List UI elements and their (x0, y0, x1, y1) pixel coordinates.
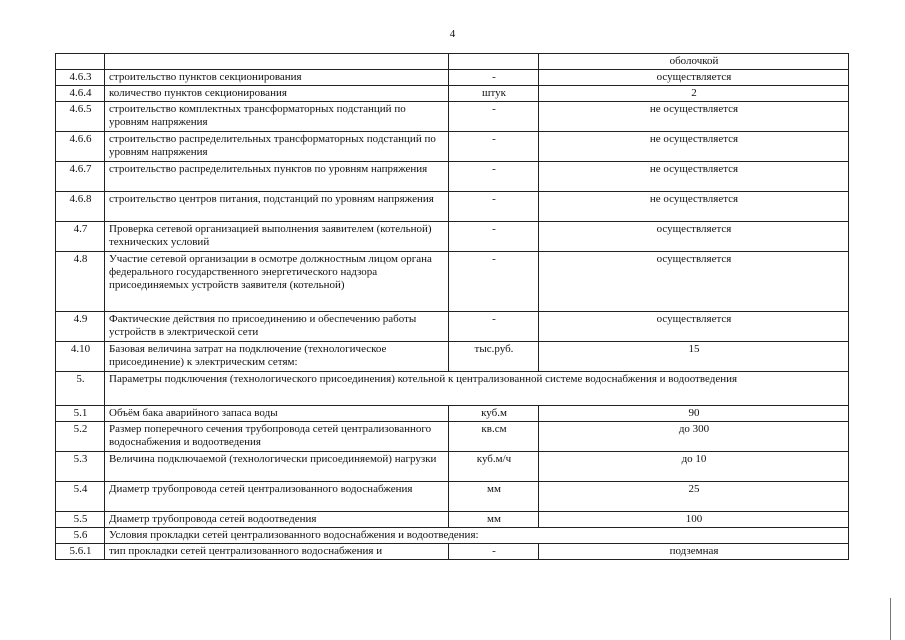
table-row (56, 452, 849, 482)
row-parameter: количество пунктов секционирования (105, 86, 449, 102)
row-unit: - (449, 192, 539, 222)
row-value: подземная (539, 544, 849, 560)
row-parameter: Диаметр трубопровода сетей централизованного водоснабжения (105, 482, 449, 512)
row-number (56, 54, 105, 70)
section-title: Условия прокладки сетей централизованного водоснабжения и водоотведения: (105, 528, 849, 544)
row-value: оболочкой (539, 54, 849, 70)
row-value: 2 (539, 86, 849, 102)
row-unit: - (449, 162, 539, 192)
section-row (56, 372, 849, 406)
row-unit (449, 54, 539, 70)
table-row (56, 422, 849, 452)
row-parameter: строительство пунктов секционирования (105, 70, 449, 86)
row-number: 5.3 (56, 452, 105, 482)
row-value: не осуществляется (539, 162, 849, 192)
row-unit: куб.м/ч (449, 452, 539, 482)
row-unit: мм (449, 482, 539, 512)
row-number: 5.5 (56, 512, 105, 528)
row-parameter: Диаметр трубопровода сетей водоотведения (105, 512, 449, 528)
table-row (56, 342, 849, 372)
table-row (56, 102, 849, 132)
row-value: не осуществляется (539, 102, 849, 132)
row-unit: - (449, 70, 539, 86)
row-parameter: Проверка сетевой организацией выполнения заявителем (котельной) технических условий (105, 222, 449, 252)
row-number: 4.6.5 (56, 102, 105, 132)
row-value: 15 (539, 342, 849, 372)
row-value: осуществляется (539, 222, 849, 252)
row-value: осуществляется (539, 252, 849, 312)
row-parameter: строительство распределительных пунктов по уровням напряжения (105, 162, 449, 192)
row-number: 4.9 (56, 312, 105, 342)
row-value: 100 (539, 512, 849, 528)
row-number: 4.7 (56, 222, 105, 252)
table-row (56, 132, 849, 162)
row-parameter: Фактические действия по присоединению и обеспечению работы устройств в электрической сети (105, 312, 449, 342)
row-number: 5.6.1 (56, 544, 105, 560)
row-parameter: Величина подключаемой (технологически присоединяемой) нагрузки (105, 452, 449, 482)
row-parameter: тип прокладки сетей централизованного водоснабжения и (105, 544, 449, 560)
row-unit: - (449, 252, 539, 312)
row-value: осуществляется (539, 70, 849, 86)
row-parameter: строительство комплектных трансформаторных подстанций по уровням напряжения (105, 102, 449, 132)
section-title: Параметры подключения (технологического присоединения) котельной к централизованной системе водоснабжения и водоотведения (105, 372, 849, 406)
row-unit: - (449, 222, 539, 252)
row-value: до 300 (539, 422, 849, 452)
row-value: осуществляется (539, 312, 849, 342)
table-row (56, 482, 849, 512)
row-parameter: Участие сетевой организации в осмотре должностным лицом органа федерального государственного энергетического надзора присоединяемых устройств заявителя (котельной) (105, 252, 449, 312)
table-row (56, 406, 849, 422)
row-number: 4.6.7 (56, 162, 105, 192)
table-row (56, 544, 849, 560)
row-value: 90 (539, 406, 849, 422)
row-parameter: Базовая величина затрат на подключение (технологическое присоединение) к электрическим сетям: (105, 342, 449, 372)
row-unit: - (449, 312, 539, 342)
row-number: 5.2 (56, 422, 105, 452)
row-parameter: Объём бака аварийного запаса воды (105, 406, 449, 422)
table-row (56, 192, 849, 222)
row-parameter: строительство центров питания, подстанций по уровням напряжения (105, 192, 449, 222)
row-parameter: Размер поперечного сечения трубопровода сетей централизованного водоснабжения и водоотведения (105, 422, 449, 452)
row-value: до 10 (539, 452, 849, 482)
row-number: 4.6.6 (56, 132, 105, 162)
table-row (56, 252, 849, 312)
row-unit: кв.см (449, 422, 539, 452)
row-unit: - (449, 132, 539, 162)
row-parameter: строительство распределительных трансформаторных подстанций по уровням напряжения (105, 132, 449, 162)
row-unit: штук (449, 86, 539, 102)
table-row (56, 70, 849, 86)
table-row (56, 162, 849, 192)
page-number: 4 (449, 28, 456, 40)
row-number: 4.6.8 (56, 192, 105, 222)
row-unit: - (449, 102, 539, 132)
row-unit: мм (449, 512, 539, 528)
row-value: 25 (539, 482, 849, 512)
table-row (56, 512, 849, 528)
row-number: 5.1 (56, 406, 105, 422)
row-value: не осуществляется (539, 132, 849, 162)
row-unit: - (449, 544, 539, 560)
parameters-table (55, 53, 849, 560)
section-number: 5.6 (56, 528, 105, 544)
row-number: 4.6.3 (56, 70, 105, 86)
section-row (56, 528, 849, 544)
row-number: 4.8 (56, 252, 105, 312)
row-parameter (105, 54, 449, 70)
row-unit: тыс.руб. (449, 342, 539, 372)
table-row (56, 312, 849, 342)
table-row (56, 86, 849, 102)
scan-edge-line (890, 598, 891, 640)
section-number: 5. (56, 372, 105, 406)
row-unit: куб.м (449, 406, 539, 422)
table-row (56, 54, 849, 70)
table-row (56, 222, 849, 252)
row-number: 4.6.4 (56, 86, 105, 102)
row-number: 4.10 (56, 342, 105, 372)
row-value: не осуществляется (539, 192, 849, 222)
row-number: 5.4 (56, 482, 105, 512)
